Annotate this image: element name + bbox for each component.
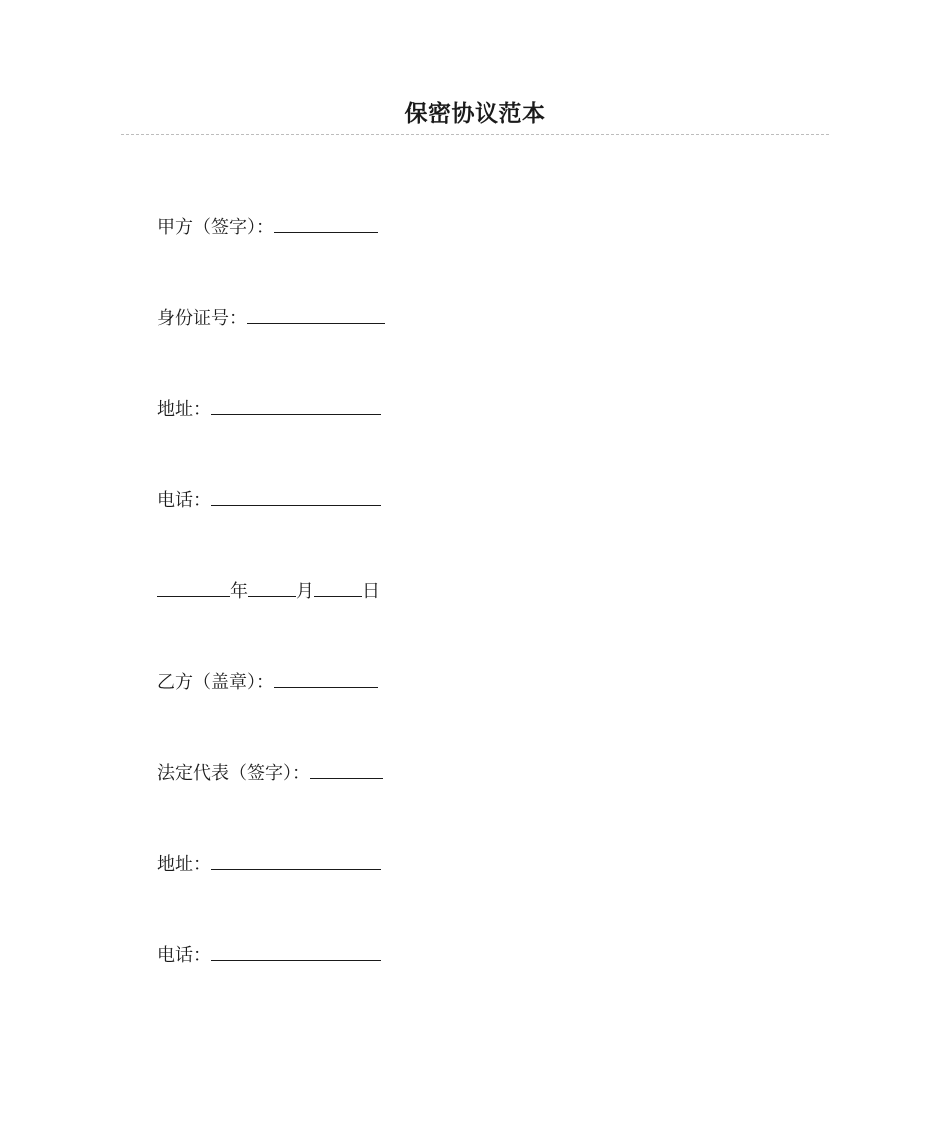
date-day-blank[interactable] xyxy=(314,578,362,597)
party-a-signature-label: 甲方（签字）： xyxy=(157,217,274,238)
party-b-address-line xyxy=(157,851,381,877)
party-a-address-blank[interactable] xyxy=(211,396,381,415)
party-b-address-label: 地址： xyxy=(157,854,211,875)
party-a-phone-label: 电话： xyxy=(157,490,211,511)
date-month-blank[interactable] xyxy=(248,578,296,597)
date-month-label: 月 xyxy=(296,581,314,602)
party-b-representative-line xyxy=(157,760,383,786)
party-a-signature-blank[interactable] xyxy=(274,214,378,233)
party-b-seal-line xyxy=(157,669,378,695)
party-a-phone-blank[interactable] xyxy=(211,487,381,506)
date-day-label: 日 xyxy=(362,581,380,602)
title-divider xyxy=(121,134,829,135)
page-title: 保密协议范本 xyxy=(404,101,546,127)
party-a-id-label: 身份证号： xyxy=(157,308,247,329)
date-line xyxy=(157,578,380,604)
party-a-id-line xyxy=(157,305,385,331)
party-a-phone-line xyxy=(157,487,381,513)
party-b-phone-line xyxy=(157,942,381,968)
date-year-label: 年 xyxy=(230,581,248,602)
party-b-seal-blank[interactable] xyxy=(274,669,378,688)
party-a-address-label: 地址： xyxy=(157,399,211,420)
party-a-id-blank[interactable] xyxy=(247,305,385,324)
party-b-address-blank[interactable] xyxy=(211,851,381,870)
party-b-representative-label: 法定代表（签字）： xyxy=(157,763,310,784)
party-b-representative-blank[interactable] xyxy=(310,760,383,779)
date-year-blank[interactable] xyxy=(157,578,230,597)
party-b-phone-blank[interactable] xyxy=(211,942,381,961)
party-b-phone-label: 电话： xyxy=(157,945,211,966)
party-a-address-line xyxy=(157,396,381,422)
party-a-signature-line xyxy=(157,214,378,240)
party-b-seal-label: 乙方（盖章）： xyxy=(157,672,274,693)
